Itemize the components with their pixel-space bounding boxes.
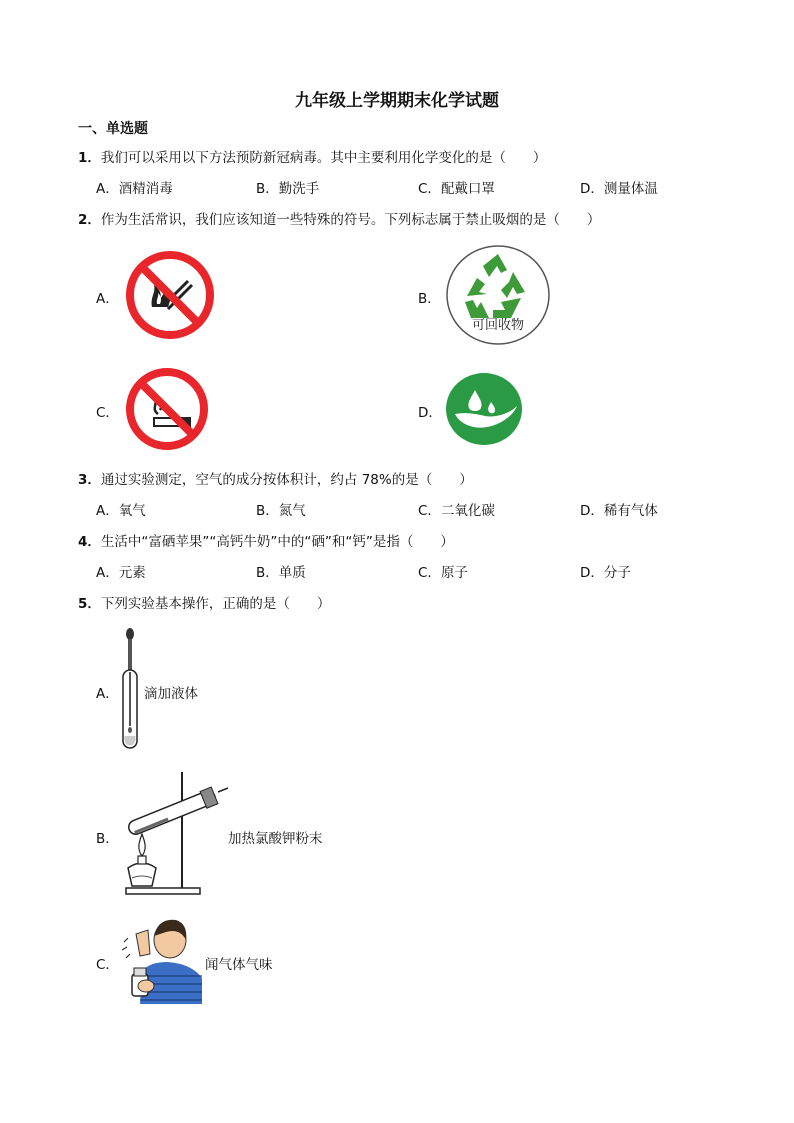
question-number: 2．: [78, 212, 101, 228]
q3-option-c: C．二氧化碳: [418, 503, 495, 519]
q1-option-d: D．测量体温: [580, 181, 658, 197]
question-number: 4．: [78, 534, 101, 550]
q5-option-c-text: 闻气体气味: [205, 957, 273, 973]
question-1: [78, 146, 546, 166]
q5-option-b-text: 加热氯酸钾粉末: [228, 831, 323, 847]
question-text: 生活中“富硒苹果”“高钙牛奶”中的“硒”和“钙”是指（ ）: [100, 534, 454, 550]
no-fire-icon: [124, 249, 216, 341]
dropper-test-tube-icon: [118, 626, 142, 752]
q1-option-a: A．酒精消毒: [96, 181, 173, 197]
question-number: 1．: [78, 150, 101, 166]
q1-option-b: B．勤洗手: [256, 181, 320, 197]
smelling-gas-icon: [118, 914, 204, 1004]
q4-option-a: A．元素: [96, 565, 146, 581]
no-smoking-icon: [124, 366, 210, 452]
q4-option-b: B．单质: [256, 565, 306, 581]
question-text: 我们可以采用以下方法预防新冠病毒。其中主要利用化学变化的是（ ）: [100, 150, 547, 166]
question-number: 3．: [78, 472, 101, 488]
question-text: 作为生活常识，我们应该知道一些特殊的符号。下列标志属于禁止吸烟的是（ ）: [100, 212, 601, 228]
q2-option-b-letter: B．: [418, 291, 441, 307]
q2-option-a-letter: A．: [96, 291, 119, 307]
q3-option-d: D．稀有气体: [580, 503, 658, 519]
question-2: [78, 208, 600, 228]
q3-option-a: A．氧气: [96, 503, 146, 519]
question-text: 通过实验测定，空气的成分按体积计，约占 78%的是（ ）: [100, 472, 473, 488]
q5-option-a-text: 滴加液体: [144, 686, 198, 702]
page-title: 九年级上学期期末化学试题: [295, 91, 499, 111]
section-heading: 一、单选题: [78, 121, 148, 137]
recycle-caption: 可回收物: [471, 318, 524, 333]
q5-option-a-letter: A．: [96, 686, 119, 702]
q5-option-c-letter: C．: [96, 957, 119, 973]
question-number: 5．: [78, 596, 101, 612]
heating-apparatus-icon: [116, 768, 230, 900]
q4-option-d: D．分子: [580, 565, 631, 581]
q2-option-d-letter: D．: [418, 405, 442, 421]
question-5: [78, 592, 330, 612]
q4-option-c: C．原子: [418, 565, 468, 581]
q3-option-b: B．氮气: [256, 503, 306, 519]
question-text: 下列实验基本操作，正确的是（ ）: [100, 596, 331, 612]
water-saving-icon: [445, 372, 523, 446]
q2-option-c-letter: C．: [96, 405, 119, 421]
question-4: [78, 530, 454, 550]
question-3: [78, 468, 473, 488]
q1-option-c: C．配戴口罩: [418, 181, 495, 197]
q5-option-b-letter: B．: [96, 831, 119, 847]
recycle-icon: [445, 244, 551, 346]
